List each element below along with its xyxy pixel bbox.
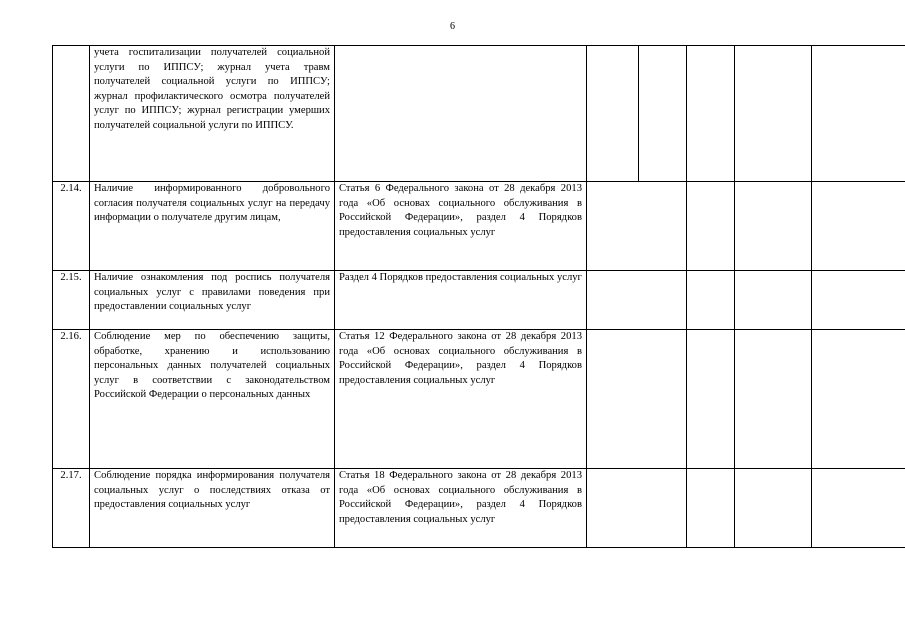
column-divider: [638, 46, 639, 181]
page-number: 6: [450, 21, 455, 32]
answer-cell: [587, 46, 687, 182]
answer-cell: [587, 330, 687, 469]
requirement-cell: Наличие информированного добровольного согласия получателя социальных услуг на передачу информации о получателе другим лицам,: [90, 182, 335, 271]
answer-cell: [735, 330, 812, 469]
answer-cell: [735, 469, 812, 548]
legal-basis-cell: Статья 18 Федерального закона от 28 декабря 2013 года «Об основах социального обслуживания в Российской Федерации», раздел 4 Порядков предоставления социальных услуг: [335, 469, 587, 548]
table-row: [53, 330, 905, 469]
answer-cell: [735, 271, 812, 330]
row-number: 2.14.: [53, 182, 90, 271]
answer-cell: [687, 46, 735, 182]
answer-cell: [587, 271, 687, 330]
answer-cell: [687, 330, 735, 469]
answer-cell: [587, 182, 687, 271]
answer-cell: [812, 46, 905, 182]
row-number: 2.16.: [53, 330, 90, 469]
requirement-cell: учета госпитализации получателей социальной услуги по ИППСУ; журнал учета травм получателей социальной услуги по ИППСУ; журнал профилактического осмотра получателей услуг по ИППСУ; журнал регистрации умерших получателей социальной услуги по ИППСУ.: [90, 46, 335, 182]
answer-cell: [812, 182, 905, 271]
answer-cell: [587, 469, 687, 548]
row-number: [53, 46, 90, 182]
answer-cell: [812, 469, 905, 548]
requirement-cell: Наличие ознакомления под роспись получателя социальных услуг с правилами поведения при предоставлении социальных услуг: [90, 271, 335, 330]
answer-cell: [687, 271, 735, 330]
legal-basis-cell: [335, 46, 587, 182]
legal-basis-cell: Статья 6 Федерального закона от 28 декабря 2013 года «Об основах социального обслуживания в Российской Федерации», раздел 4 Порядков предоставления социальных услуг: [335, 182, 587, 271]
table-row: [53, 46, 905, 182]
answer-cell: [687, 469, 735, 548]
legal-basis-cell: Раздел 4 Порядков предоставления социальных услуг: [335, 271, 587, 330]
checklist-table: [52, 45, 905, 548]
answer-cell: [735, 46, 812, 182]
answer-cell: [735, 182, 812, 271]
requirement-cell: Соблюдение мер по обеспечению защиты, обработке, хранению и использованию персональных данных получателей социальных услуг в соответствии с законодательством Российской Федерации о персональных данных: [90, 330, 335, 469]
answer-cell: [687, 182, 735, 271]
row-number: 2.15.: [53, 271, 90, 330]
answer-cell: [812, 330, 905, 469]
table-row: [53, 469, 905, 548]
table-row: [53, 182, 905, 271]
legal-basis-cell: Статья 12 Федерального закона от 28 декабря 2013 года «Об основах социального обслуживания в Российской Федерации», раздел 4 Порядков предоставления социальных услуг: [335, 330, 587, 469]
answer-cell: [812, 271, 905, 330]
row-number: 2.17.: [53, 469, 90, 548]
table-row: [53, 271, 905, 330]
requirement-cell: Соблюдение порядка информирования получателя социальных услуг о последствиях отказа от предоставления социальных услуг: [90, 469, 335, 548]
